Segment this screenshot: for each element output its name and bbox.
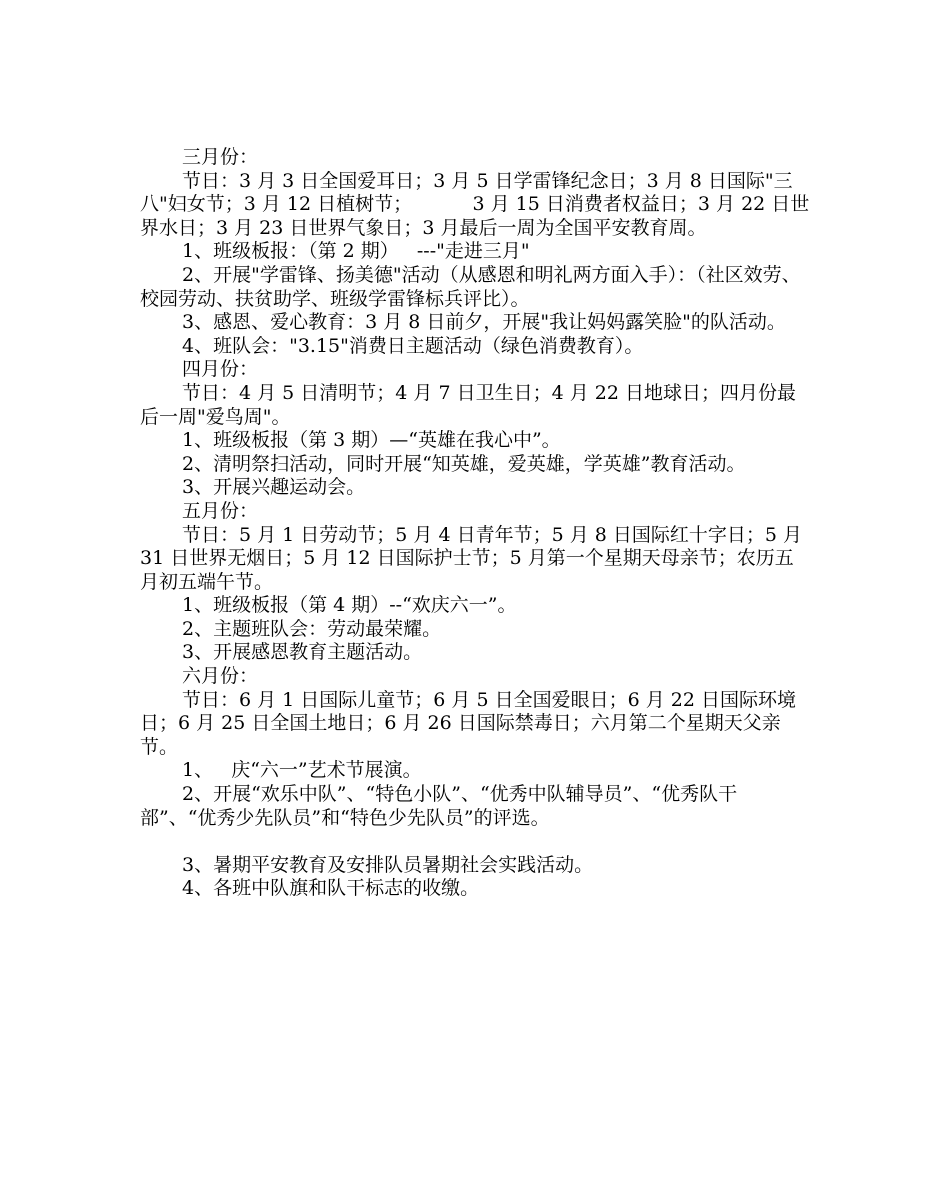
april-heading: 四月份： [182, 358, 259, 381]
april-item-3: 3、开展兴趣运动会。 [182, 476, 366, 499]
march-item-2: 2、开展"学雷锋、扬美德"活动（从感恩和明礼两方面入手）：（社区效劳、校园劳动、扶贫助学、班级学雷锋标兵评比）。 [140, 263, 801, 310]
blank-line [140, 830, 812, 854]
march-heading: 三月份： [182, 146, 259, 168]
document-page [140, 146, 812, 901]
may-item-1: 1、班级板报（第 4 期）--“欢庆六一”。 [182, 594, 517, 617]
may-item-2: 2、主题班队会：劳动最荣耀。 [182, 617, 442, 640]
june-item-1: 1、 庆“六一”艺术节展演。 [182, 759, 422, 782]
may-item-3: 3、开展感恩教育主题活动。 [182, 641, 423, 664]
may-holidays: 节日：5 月 1 日劳动节；5 月 4 日青年节；5 月 8 日国际红十字日；5 月 31 日世界无烟日；5 月 12 日国际护士节；5 月第一个星期天母亲节；农历五月初五端午节。 [140, 523, 809, 593]
june-item-2: 2、开展“欢乐中队”、“特色小队”、“优秀中队辅导员”、“优秀队干部”、“优秀少先队员”和“特色少先队员”的评选。 [140, 783, 738, 829]
april-item-2: 2、清明祭扫活动，同时开展“知英雄，爱英雄，学英雄”教育活动。 [182, 452, 746, 475]
march-item-1: 1、班级板报：（第 2 期） ---"走进三月" [182, 240, 530, 263]
march-item-3: 3、感恩、爱心教育：3 月 8 日前夕，开展"我让妈妈露笑脸"的队活动。 [182, 311, 786, 334]
june-heading: 六月份： [182, 665, 259, 688]
june-item-4: 4、各班中队旗和队干标志的收缴。 [182, 877, 480, 900]
june-holidays: 节日：6 月 1 日国际儿童节；6 月 5 日全国爱眼日；6 月 22 日国际环境日；6 月 25 日全国土地日；6 月 26 日国际禁毒日；六月第二个星期天父亲节。 [140, 688, 796, 758]
june-item-3: 3、暑期平安教育及安排队员暑期社会实践活动。 [182, 853, 594, 876]
march-item-4: 4、班队会："3.15"消费日主题活动（绿色消费教育）。 [182, 334, 644, 357]
may-heading: 五月份： [182, 499, 259, 522]
march-holidays: 节日：3 月 3 日全国爱耳日；3 月 5 日学雷锋纪念日；3 月 8 日国际"三八"妇女节；3 月 12 日植树节； 3 月 15 日消费者权益日；3 月 22 日世界水日；3 月 23 日世界气象日；3 月最后一周为全国平安教育周。 [140, 169, 810, 239]
april-holidays: 节日：4 月 5 日清明节；4 月 7 日卫生日；4 月 22 日地球日；四月份最后一周"爱鸟周"。 [140, 381, 796, 428]
april-item-1: 1、班级板报（第 3 期）—“英雄在我心中”。 [182, 429, 561, 452]
